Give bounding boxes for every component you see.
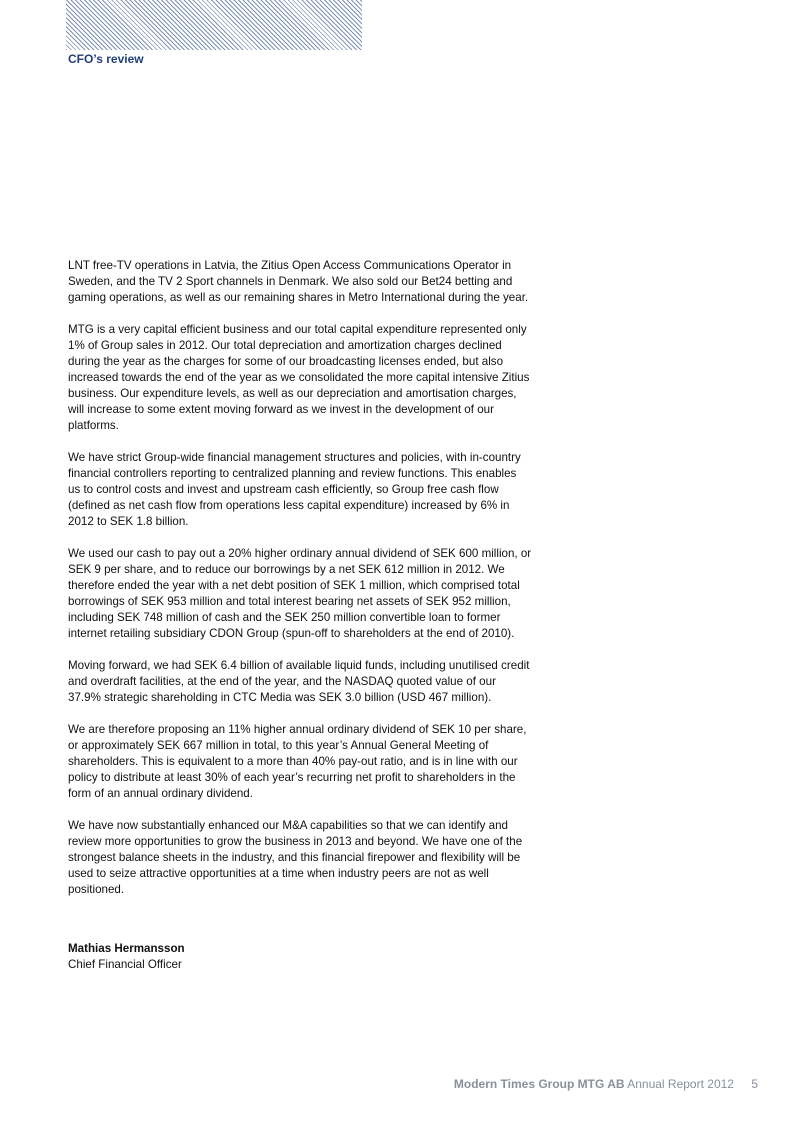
text-line: borrowings of SEK 953 million and total interest bearing net assets of SEK 952 million, [68,595,511,608]
text-line: used to seize attractive opportunities at a time when industry peers are not as well [68,867,489,880]
text-line: and overdraft facilities, at the end of the year, and the NASDAQ quoted value of our [68,675,496,688]
section-title: CFO’s review [68,52,144,66]
text-line: including SEK 748 million of cash and the SEK 250 million convertible loan to former [68,611,501,624]
text-line: We have now substantially enhanced our M&A capabilities so that we can identify and [68,819,508,832]
footer-company: Modern Times Group MTG AB [453,1077,625,1091]
text-line: 37.9% strategic shareholding in CTC Media was SEK 3.0 billion (USD 467 million). [68,691,492,704]
paragraph [68,546,588,642]
paragraph [68,722,588,802]
text-line: Moving forward, we had SEK 6.4 billion of available liquid funds, including unutilised credit [68,659,530,672]
text-line: (defined as net cash flow from operations less capital expenditure) increased by 6% in [68,499,510,512]
text-line: positioned. [68,883,125,896]
text-line: LNT free-TV operations in Latvia, the Zitius Open Access Communications Operator in [68,259,512,272]
text-line: policy to distribute at least 30% of each year’s recurring net profit to shareholders in the [68,771,516,784]
text-line: internet retailing subsidiary CDON Group (spun-off to shareholders at the end of 2010). [68,627,515,640]
text-line: shareholders. This is equivalent to a more than 40% pay-out ratio, and is in line with our [68,755,518,768]
text-line: business. Our expenditure levels, as well as our depreciation and amortisation charges, [68,387,517,400]
text-line: during the year as the charges for some of our broadcasting licenses ended, but also [68,355,504,368]
text-line: We used our cash to pay out a 20% higher ordinary annual dividend of SEK 600 million, or [68,547,532,560]
text-line: therefore ended the year with a net debt position of SEK 1 million, which comprised total [68,579,520,592]
body-text [68,258,588,914]
text-line: financial controllers reporting to centralized planning and review functions. This enables [68,467,517,480]
text-line: gaming operations, as well as our remaining shares in Metro International during the year. [68,291,529,304]
signature-name: Mathias Hermansson [68,942,185,955]
paragraph [68,322,588,434]
text-line: MTG is a very capital efficient business and our total capital expenditure represented only [68,323,527,336]
signature-title: Chief Financial Officer [68,958,182,971]
text-line: Sweden, and the TV 2 Sport channels in Denmark. We also sold our Bet24 betting and [68,275,513,288]
text-line: or approximately SEK 667 million in total, to this year’s Annual General Meeting of [68,739,489,752]
footer-report: Annual Report 2012 [627,1077,734,1091]
page-number: 5 [751,1077,758,1091]
signature [68,941,185,973]
paragraph [68,450,588,530]
text-line: 2012 to SEK 1.8 billion. [68,515,189,528]
text-line: increased towards the end of the year as we consolidated the more capital intensive Zitius [68,371,530,384]
text-line: form of an annual ordinary dividend. [68,787,253,800]
text-line: review more opportunities to grow the business in 2013 and beyond. We have one of the [68,835,523,848]
text-line: We have strict Group-wide financial management structures and policies, with in-country [68,451,521,464]
footer [454,1077,758,1091]
paragraph [68,818,588,898]
hatch-pattern-decoration [66,0,362,50]
text-line: platforms. [68,419,119,432]
text-line: We are therefore proposing an 11% higher annual ordinary dividend of SEK 10 per share, [68,723,527,736]
text-line: 1% of Group sales in 2012. Our total depreciation and amortization charges declined [68,339,502,352]
paragraph [68,658,588,706]
text-line: will increase to some extent moving forward as we invest in the development of our [68,403,494,416]
paragraph [68,258,588,306]
text-line: strongest balance sheets in the industry, and this financial firepower and flexibility will be [68,851,521,864]
text-line: SEK 9 per share, and to reduce our borrowings by a net SEK 612 million in 2012. We [68,563,505,576]
text-line: us to control costs and invest and upstream cash efficiently, so Group free cash flow [68,483,499,496]
